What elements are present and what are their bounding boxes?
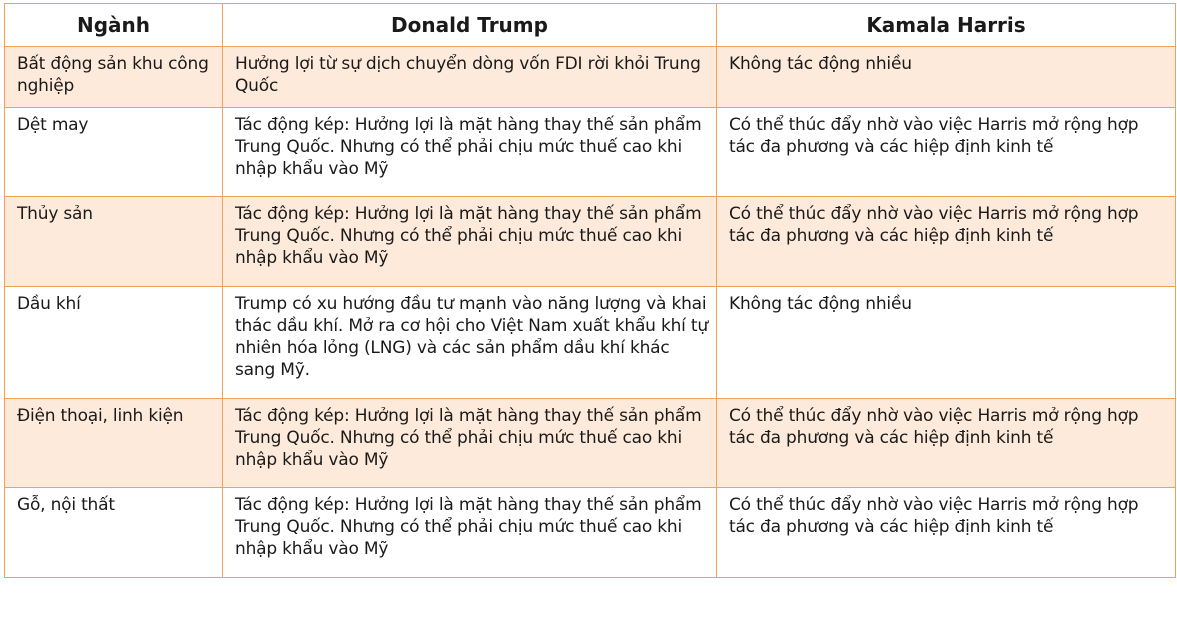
- sector-cell: Điện thoại, linh kiện: [5, 399, 223, 488]
- header-row: [5, 4, 1176, 47]
- trump-impact-cell: Hưởng lợi từ sự dịch chuyển dòng vốn FDI rời khỏi Trung Quốc: [223, 47, 717, 108]
- table-row: [5, 197, 1176, 287]
- comparison-table: [4, 3, 1176, 578]
- harris-impact-cell: Không tác động nhiều: [717, 47, 1176, 108]
- harris-impact-cell: Có thể thúc đẩy nhờ vào việc Harris mở rộng hợp tác đa phương và các hiệp định kinh tế: [717, 108, 1176, 197]
- harris-impact-cell: Có thể thúc đẩy nhờ vào việc Harris mở rộng hợp tác đa phương và các hiệp định kinh tế: [717, 399, 1176, 488]
- table-row: [5, 488, 1176, 578]
- trump-impact-cell: Tác động kép: Hưởng lợi là mặt hàng thay thế sản phẩm Trung Quốc. Nhưng có thể phải chịu mức thuế cao khi nhập khẩu vào Mỹ: [223, 108, 717, 197]
- sector-cell: Dệt may: [5, 108, 223, 197]
- table-row: [5, 399, 1176, 488]
- table-row: [5, 108, 1176, 197]
- trump-impact-cell: Tác động kép: Hưởng lợi là mặt hàng thay thế sản phẩm Trung Quốc. Nhưng có thể phải chịu mức thuế cao khi nhập khẩu vào Mỹ: [223, 197, 717, 287]
- harris-impact-cell: Không tác động nhiều: [717, 287, 1176, 399]
- trump-impact-cell: Tác động kép: Hưởng lợi là mặt hàng thay thế sản phẩm Trung Quốc. Nhưng có thể phải chịu mức thuế cao khi nhập khẩu vào Mỹ: [223, 488, 717, 578]
- trump-impact-cell: Tác động kép: Hưởng lợi là mặt hàng thay thế sản phẩm Trung Quốc. Nhưng có thể phải chịu mức thuế cao khi nhập khẩu vào Mỹ: [223, 399, 717, 488]
- harris-impact-cell: Có thể thúc đẩy nhờ vào việc Harris mở rộng hợp tác đa phương và các hiệp định kinh tế: [717, 488, 1176, 578]
- sector-cell: Bất động sản khu công nghiệp: [5, 47, 223, 108]
- trump-impact-cell: Trump có xu hướng đầu tư mạnh vào năng lượng và khai thác dầu khí. Mở ra cơ hội cho Việt Nam xuất khẩu khí tự nhiên hóa lỏng (LNG) và các sản phẩm dầu khí khác sang Mỹ.: [223, 287, 717, 399]
- sector-cell: Dầu khí: [5, 287, 223, 399]
- header-sector: Ngành: [5, 4, 223, 47]
- header-harris: Kamala Harris: [717, 4, 1176, 47]
- harris-impact-cell: Có thể thúc đẩy nhờ vào việc Harris mở rộng hợp tác đa phương và các hiệp định kinh tế: [717, 197, 1176, 287]
- sector-cell: Gỗ, nội thất: [5, 488, 223, 578]
- header-trump: Donald Trump: [223, 4, 717, 47]
- table-row: [5, 47, 1176, 108]
- sector-cell: Thủy sản: [5, 197, 223, 287]
- table-row: [5, 287, 1176, 399]
